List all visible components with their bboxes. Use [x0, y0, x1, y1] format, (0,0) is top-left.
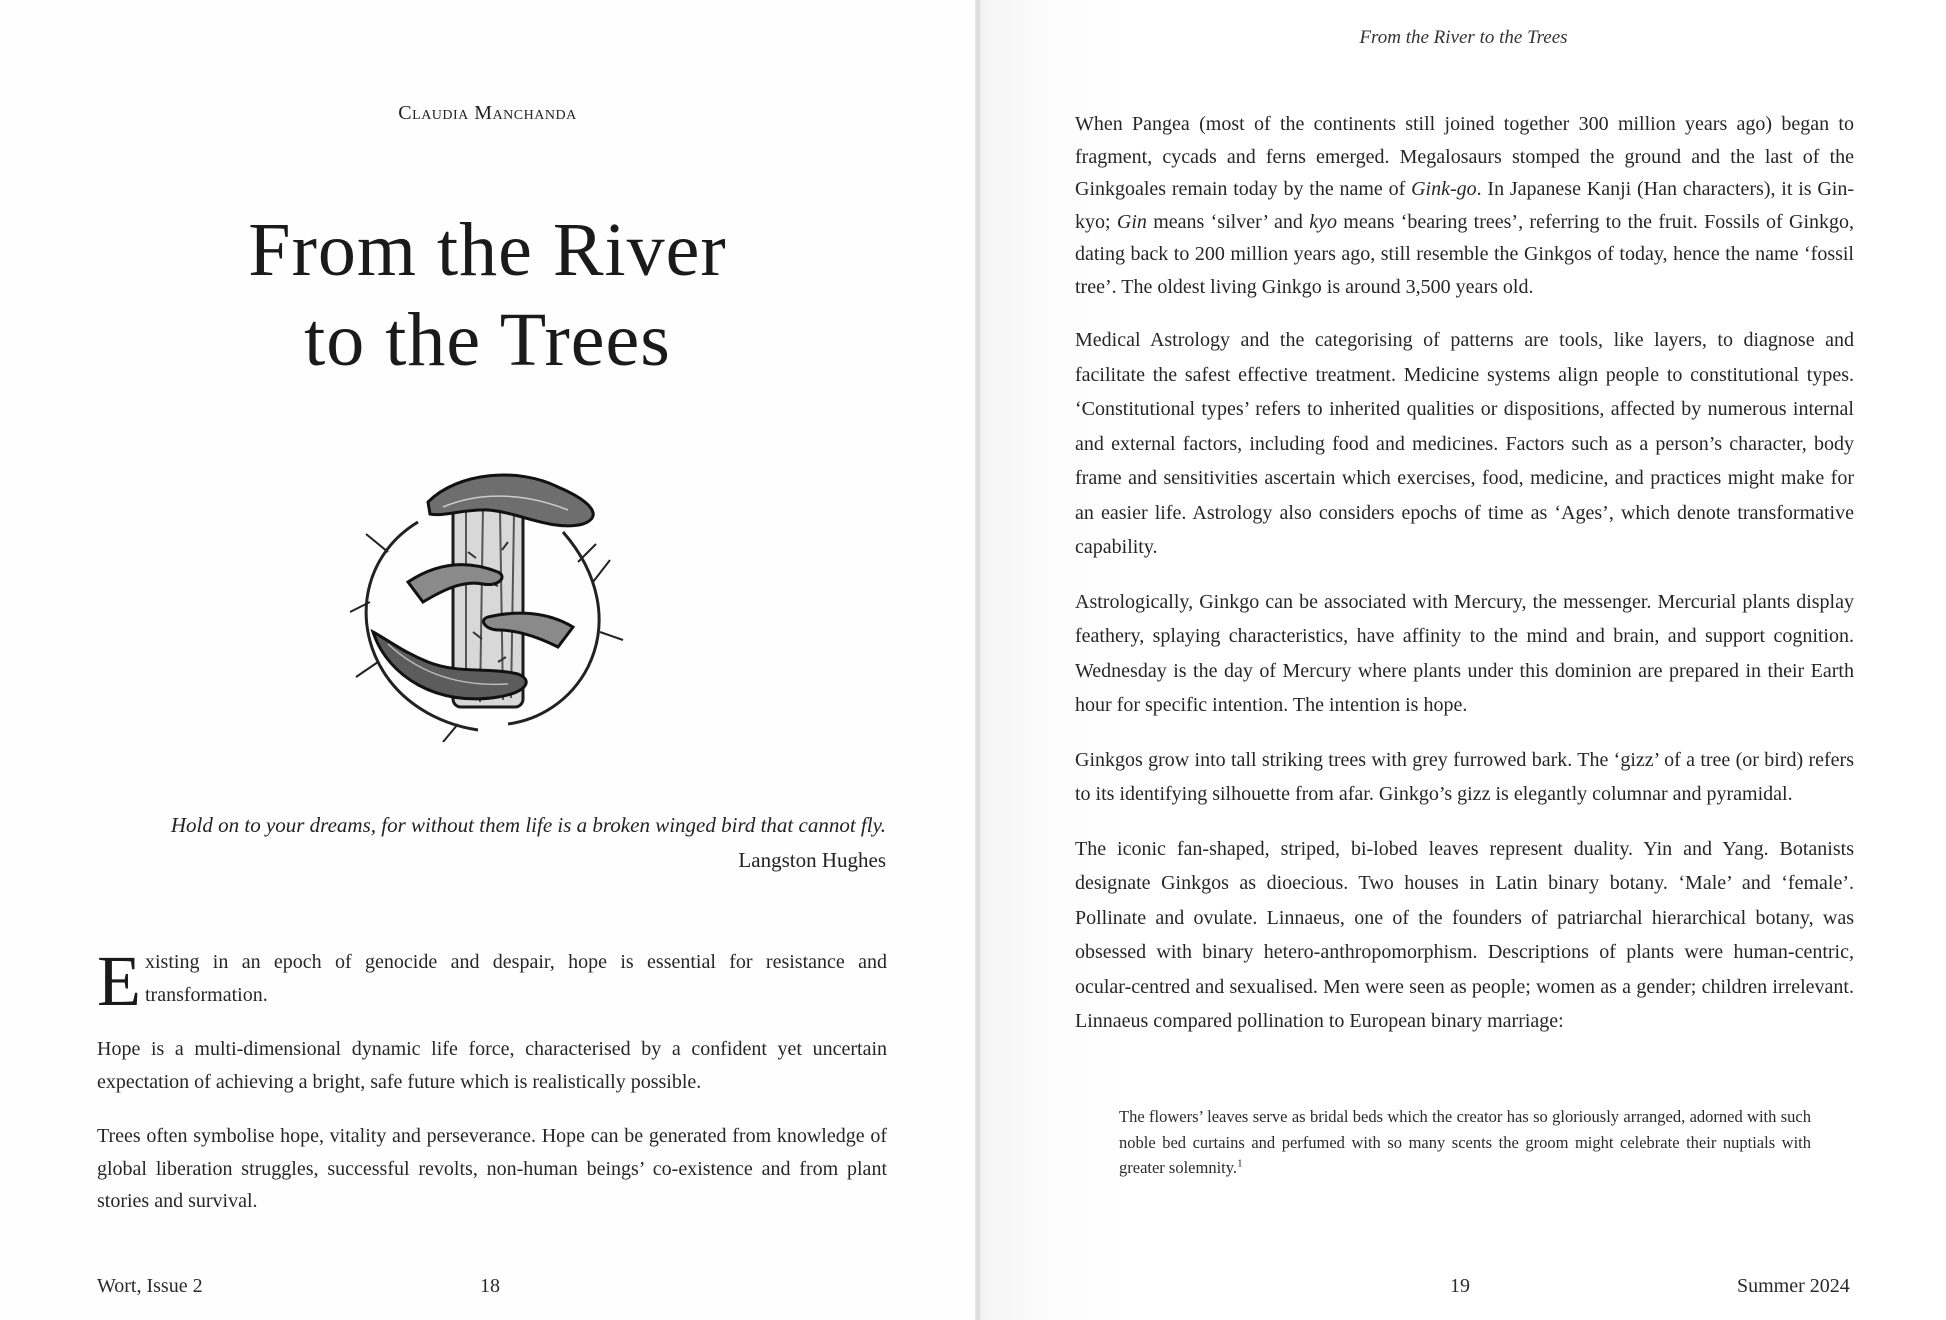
branch-twigs-left	[350, 534, 458, 742]
footnote-marker[interactable]: 1	[1237, 1157, 1243, 1170]
ginkgo-italic: Gink-go	[1411, 178, 1477, 200]
left-body-text	[97, 941, 887, 1240]
kyo-italic: kyo	[1309, 210, 1337, 233]
right-body-text	[1075, 108, 1854, 1059]
footer-issue: Wort, Issue 2	[97, 1275, 203, 1297]
pangea-text-a: When Pangea (most of the continents still joined together 300 million years ago) began to fragment, cycads and ferns emerged. Megalosaurs stomped the ground and the last of the Ginkgoales remain today by the name of	[1075, 113, 1854, 200]
title-line-2: to the Trees	[304, 298, 671, 382]
footer-season: Summer 2024	[1737, 1275, 1850, 1297]
paragraph-leaves: The iconic fan-shaped, striped, bi-lobed leaves represent duality. Yin and Yang. Botanists designate Ginkgos as dioecious. Two houses in Latin binary botany. ‘Male’ and ‘female’. Pollinate and ovulate. Linnaeus, one of the founders of patriarchal hierarchical botany, was obsessed with binary hetero-anthropomorphism. Descriptions of plants were human-centric, ocular-centred and sexualised. Men were seen as people; women as a gender; children irrelevant. Linnaeus compared pollination to European binary marriage:	[1075, 837, 1854, 1032]
paragraph-medical-astrology: Medical Astrology and the categorising of patterns are tools, like layers, to diagnose and facilitate the safest effective treatment. Medicine systems align people to constitutional types. ‘Constitutional types’ refers to inherited qualities or dispositions, affected by numerous internal and external factors, including food and medicines. Factors such as a person’s character, body frame and sensitivities ascertain which exercises, food, medicine, and practices might make for an easier life. Astrology also considers epochs of time as ‘Ages’, which denote transformative capability.	[1075, 329, 1854, 558]
page-number-right: 19	[1450, 1275, 1470, 1297]
epigraph-quote: Hold on to your dreams, for without them life is a broken winged bird that cannot fly.	[170, 813, 886, 837]
branch-twigs-right	[578, 544, 623, 640]
hands-around-tree-illustration	[348, 462, 628, 742]
page-number-left: 18	[480, 1275, 500, 1297]
paragraph-1	[97, 941, 887, 1021]
paragraph-3: Trees often symbolise hope, vitality and perseverance. Hope can be generated from knowledge of global liberation struggles, successful revolts, non-human beings’ co-existence and from plant stories and survival.	[97, 1125, 887, 1212]
running-head: From the River to the Trees	[1359, 27, 1568, 48]
paragraph-gizz: Ginkgos grow into tall striking trees with grey furrowed bark. The ‘gizz’ of a tree (or bird) refers to its identifying silhouette from afar. Ginkgo’s gizz is elegantly columnar and pyramidal.	[1075, 748, 1854, 805]
title-line-1: From the River	[248, 208, 727, 292]
paragraph-1-text: xisting in an epoch of genocide and despair, hope is essential for resistance and transformation.	[144, 951, 887, 1006]
pangea-text-b: . In Japanese Kanji (Han characters), it is Gin-kyo;	[1075, 178, 1855, 233]
epigraph-attribution: Langston Hughes	[738, 848, 886, 872]
article-title	[0, 205, 975, 385]
linnaeus-blockquote	[1119, 1104, 1811, 1181]
gin-italic: Gin	[1116, 210, 1147, 233]
pangea-text-d: means ‘bearing trees’, referring to the fruit. Fossils of Ginkgo, dating back to 200 million years ago, still resemble the Ginkgos of today, hence the name ‘fossil tree’. The oldest living Ginkgo is around 3,500 years old.	[1075, 210, 1854, 298]
blockquote-text: The flowers’ leaves serve as bridal beds which the creator has so gloriously arranged, adorned with such noble bed curtains and perfumed with so many scents the groom might celebrate their nuptials with greater solemnity.	[1119, 1107, 1811, 1177]
paragraph-mercury: Astrologically, Ginkgo can be associated with Mercury, the messenger. Mercurial plants display feathery, splaying characteristics, have affinity to the mind and brain, and support cognition. Wednesday is the day of Mercury where plants under this dominion are prepared in their Earth hour for specific intention. The intention is hope.	[1075, 590, 1854, 716]
epigraph	[96, 808, 886, 878]
paragraph-pangea	[1075, 108, 1854, 303]
pangea-text-c: means ‘silver’ and	[1146, 210, 1310, 233]
drop-cap: E	[97, 941, 141, 1021]
paragraph-2: Hope is a multi-dimensional dynamic life force, characterised by a confident yet uncertain expectation of achieving a bright, safe future which is realistically possible.	[97, 1038, 887, 1093]
author-name: Claudia Manchanda	[398, 102, 577, 124]
